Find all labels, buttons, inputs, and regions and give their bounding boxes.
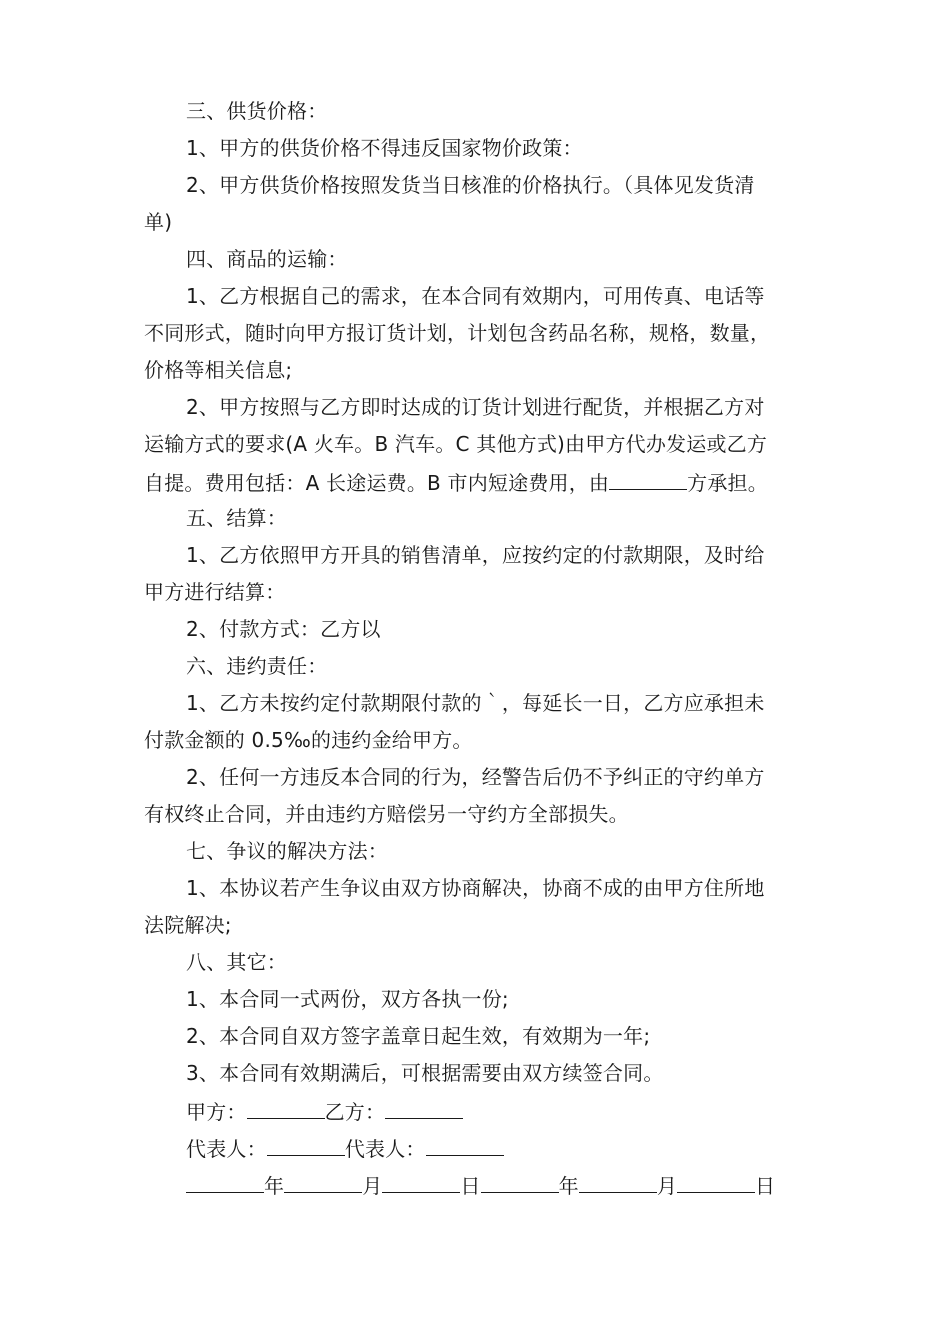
party-b-blank[interactable] [385,1092,463,1119]
text-line: 七、争议的解决方法： [186,839,388,863]
text-line: 付款金额的 0.5‰的违约金给甲方。 [144,728,473,752]
text-line: 不同形式，随时向甲方报订货计划，计划包含药品名称，规格，数量， [144,321,771,345]
text-line: 价格等相关信息; [144,358,293,382]
month-b-label: 月 [656,1174,678,1198]
rep-b-label: 代表人： [344,1137,426,1161]
party-a-blank[interactable] [247,1092,325,1119]
text-line: 1、乙方根据自己的需求，在本合同有效期内，可用传真、电话等 [186,284,765,308]
contract-body-part1 [144,93,808,463]
rep-a-label: 代表人： [186,1137,267,1161]
year-b-blank[interactable] [481,1166,559,1193]
contract-page [144,93,808,1203]
party-a-label: 甲方： [186,1100,247,1124]
party-b-label: 乙方： [324,1100,386,1124]
text-line: 1、乙方依照甲方开具的销售清单，应按约定的付款期限，及时给 [186,543,765,567]
text-line: 法院解决; [144,913,232,937]
year-a-blank[interactable] [186,1166,264,1193]
text-line: 1、本协议若产生争议由双方协商解决，协商不成的由甲方住所地 [186,876,765,900]
text-line: 2、本合同自双方签字盖章日起生效，有效期为一年; [186,1024,651,1048]
signature-rep-line [144,1129,808,1166]
month-a-label: 月 [362,1174,383,1198]
rep-b-blank[interactable] [426,1129,504,1156]
day-b-blank[interactable] [677,1166,755,1193]
day-b-label: 日 [755,1174,776,1198]
text-line: 运输方式的要求(A 火车。B 汽车。C 其他方式)由甲方代办发运或乙方 [144,432,768,456]
date-line [144,1166,808,1203]
year-b-label: 年 [558,1174,579,1198]
text-line: 1、甲方的供货价格不得违反国家物价政策： [186,136,583,160]
year-a-label: 年 [264,1174,285,1198]
text-line: 三、供货价格： [186,99,328,123]
day-a-label: 日 [460,1174,481,1198]
transport-fee-line [144,463,808,500]
text-line: 四、商品的运输： [186,247,348,271]
fee-text-before: 自提。费用包括：A 长途运费。B 市内短途费用，由 [144,471,610,495]
month-a-blank[interactable] [284,1166,362,1193]
text-line: 1、乙方未按约定付款期限付款的｀，每延长一日，乙方应承担未 [186,691,765,715]
contract-body-part2 [144,500,808,1092]
text-line: 甲方进行结算： [144,580,286,604]
text-line: 2、付款方式：乙方以 [186,617,381,641]
blank-field[interactable] [609,463,687,490]
text-line: 八、其它： [186,950,287,974]
text-line: 1、本合同一式两份，双方各执一份; [186,987,509,1011]
rep-a-blank[interactable] [267,1129,345,1156]
text-line: 3、本合同有效期满后，可根据需要由双方续签合同。 [186,1061,664,1085]
signature-party-line [144,1092,808,1129]
text-line: 2、任何一方违反本合同的行为，经警告后仍不予纠正的守约单方 [186,765,765,789]
text-line: 五、结算： [186,506,287,530]
month-b-blank[interactable] [579,1166,657,1193]
text-line: 有权终止合同，并由违约方赔偿另一守约方全部损失。 [144,802,629,826]
text-line: 2、甲方供货价格按照发货当日核准的价格执行。（具体见发货清 [186,173,755,197]
text-line: 单) [144,210,173,234]
text-line: 六、违约责任： [186,654,328,678]
day-a-blank[interactable] [382,1166,460,1193]
text-line: 2、甲方按照与乙方即时达成的订货计划进行配货，并根据乙方对 [186,395,765,419]
fee-text-after: 方承担。 [687,471,768,495]
